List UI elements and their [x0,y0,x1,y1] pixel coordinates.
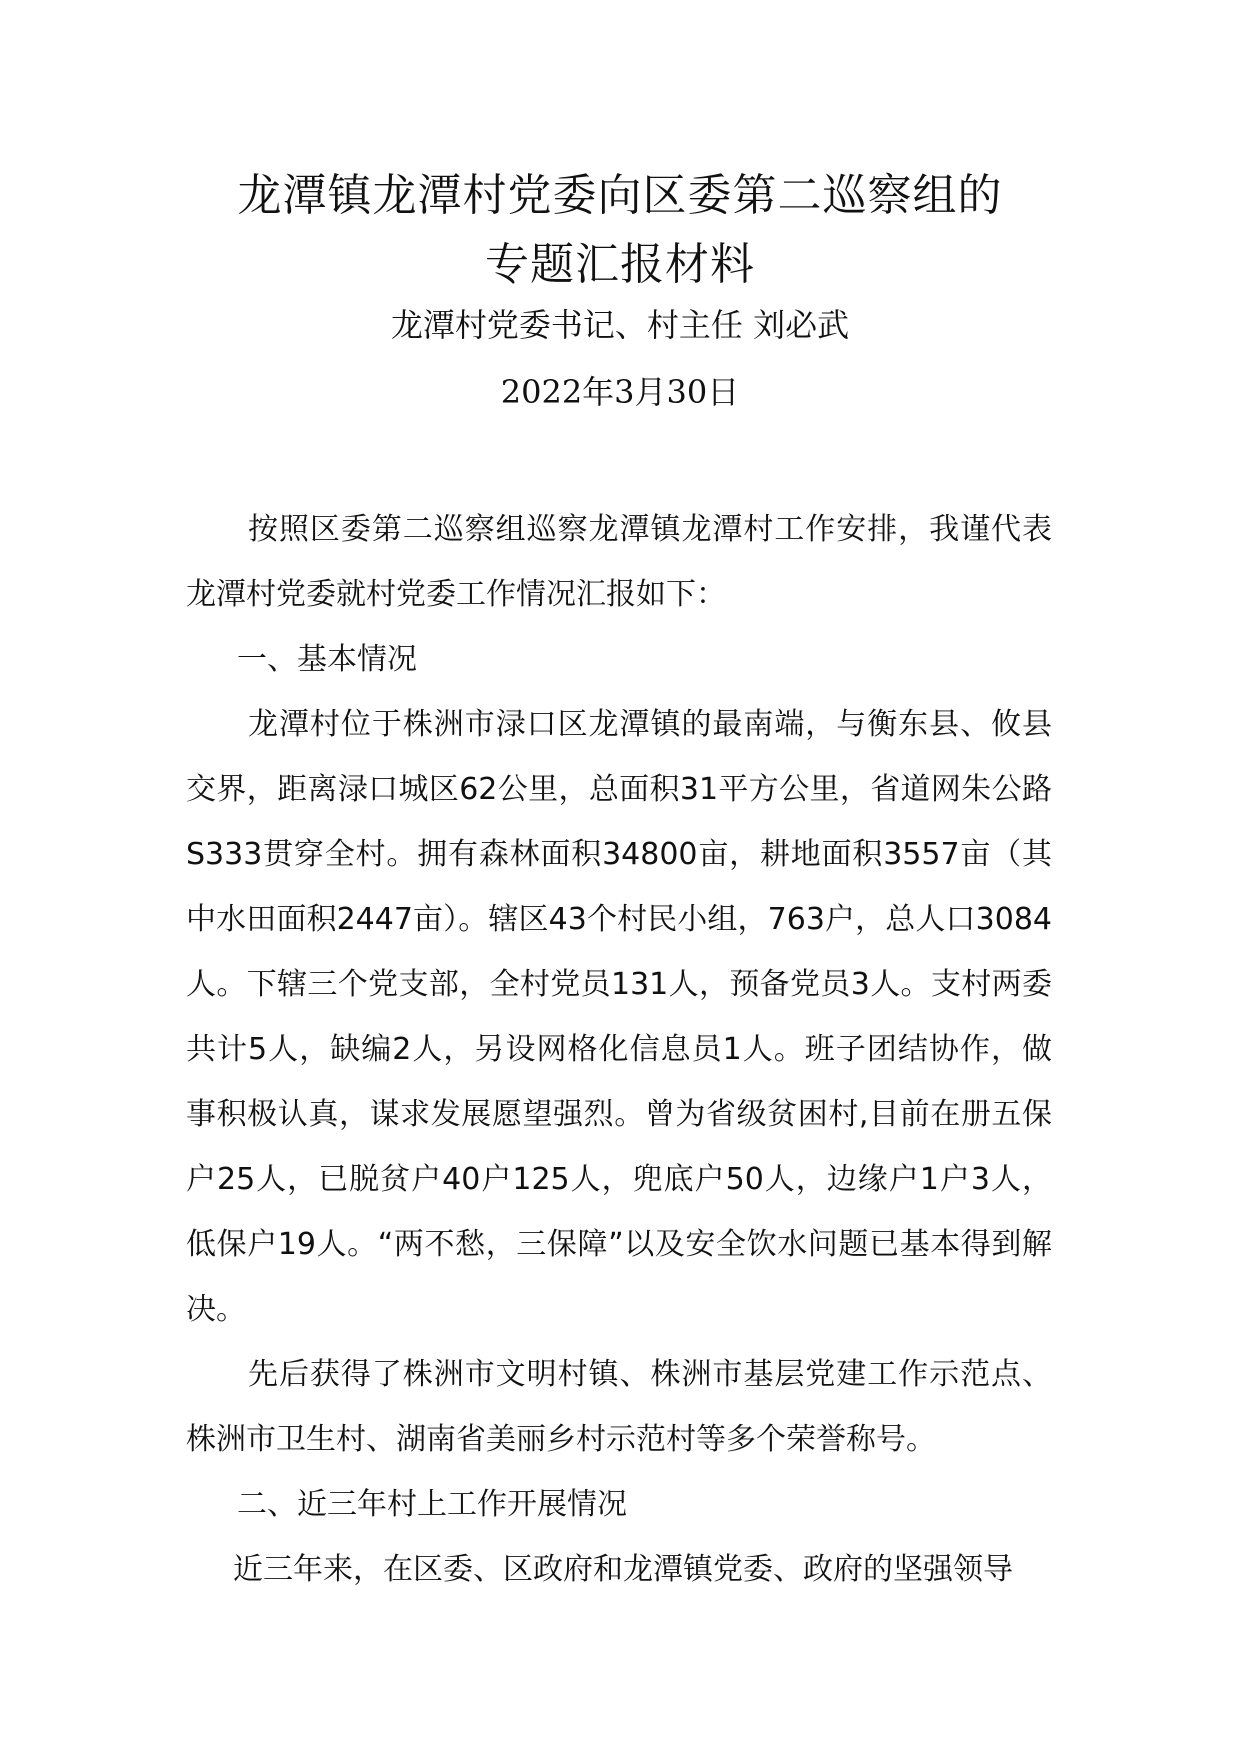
document-title-line-1: 龙潭镇龙潭村党委向区委第二巡察组的 [237,170,1003,221]
section-heading-recent-work: 二、近三年村上工作开展情况 [237,1487,627,1522]
honors-paragraph: 先后获得了株洲市文明村镇、株洲市基层党建工作示范点、株洲市卫生村、湖南省美丽乡村示范村等多个荣誉称号。 [186,1357,1052,1457]
document-body [186,497,1052,1602]
document-title-line-2: 专题汇报材料 [485,239,755,290]
document-date: 2022年3月30日 [500,373,740,411]
author-byline: 龙潭村党委书记、村主任 刘必武 [390,306,850,344]
section-heading-basic-info: 一、基本情况 [237,642,417,677]
intro-paragraph: 按照区委第二巡察组巡察龙潭镇龙潭村工作安排，我谨代表龙潭村党委就村党委工作情况汇报如下： [186,512,1052,612]
recent-work-paragraph: 近三年来，在区委、区政府和龙潭镇党委、政府的坚强领导 [233,1552,1013,1587]
basic-info-paragraph: 龙潭村位于株洲市渌口区龙潭镇的最南端，与衡东县、攸县交界，距离渌口城区62公里，总面积31平方公里，省道网朱公路S333贯穿全村。拥有森林面积34800亩，耕地面积3557亩（其中水田面积2447亩）。辖区43个村民小组，763户，总人口3084人。下辖三个党支部，全村党员131人，预备党员3人。支村两委共计5人，缺编2人，另设网格化信息员1人。班子团结协作，做事积极认真，谋求发展愿望强烈。曾为省级贫困村,目前在册五保户25人，已脱贫户40户125人，兜底户50人，边缘户1户3人，低保户19人。“两不愁，三保障”以及安全饮水问题已基本得到解决。 [186,707,1052,1327]
